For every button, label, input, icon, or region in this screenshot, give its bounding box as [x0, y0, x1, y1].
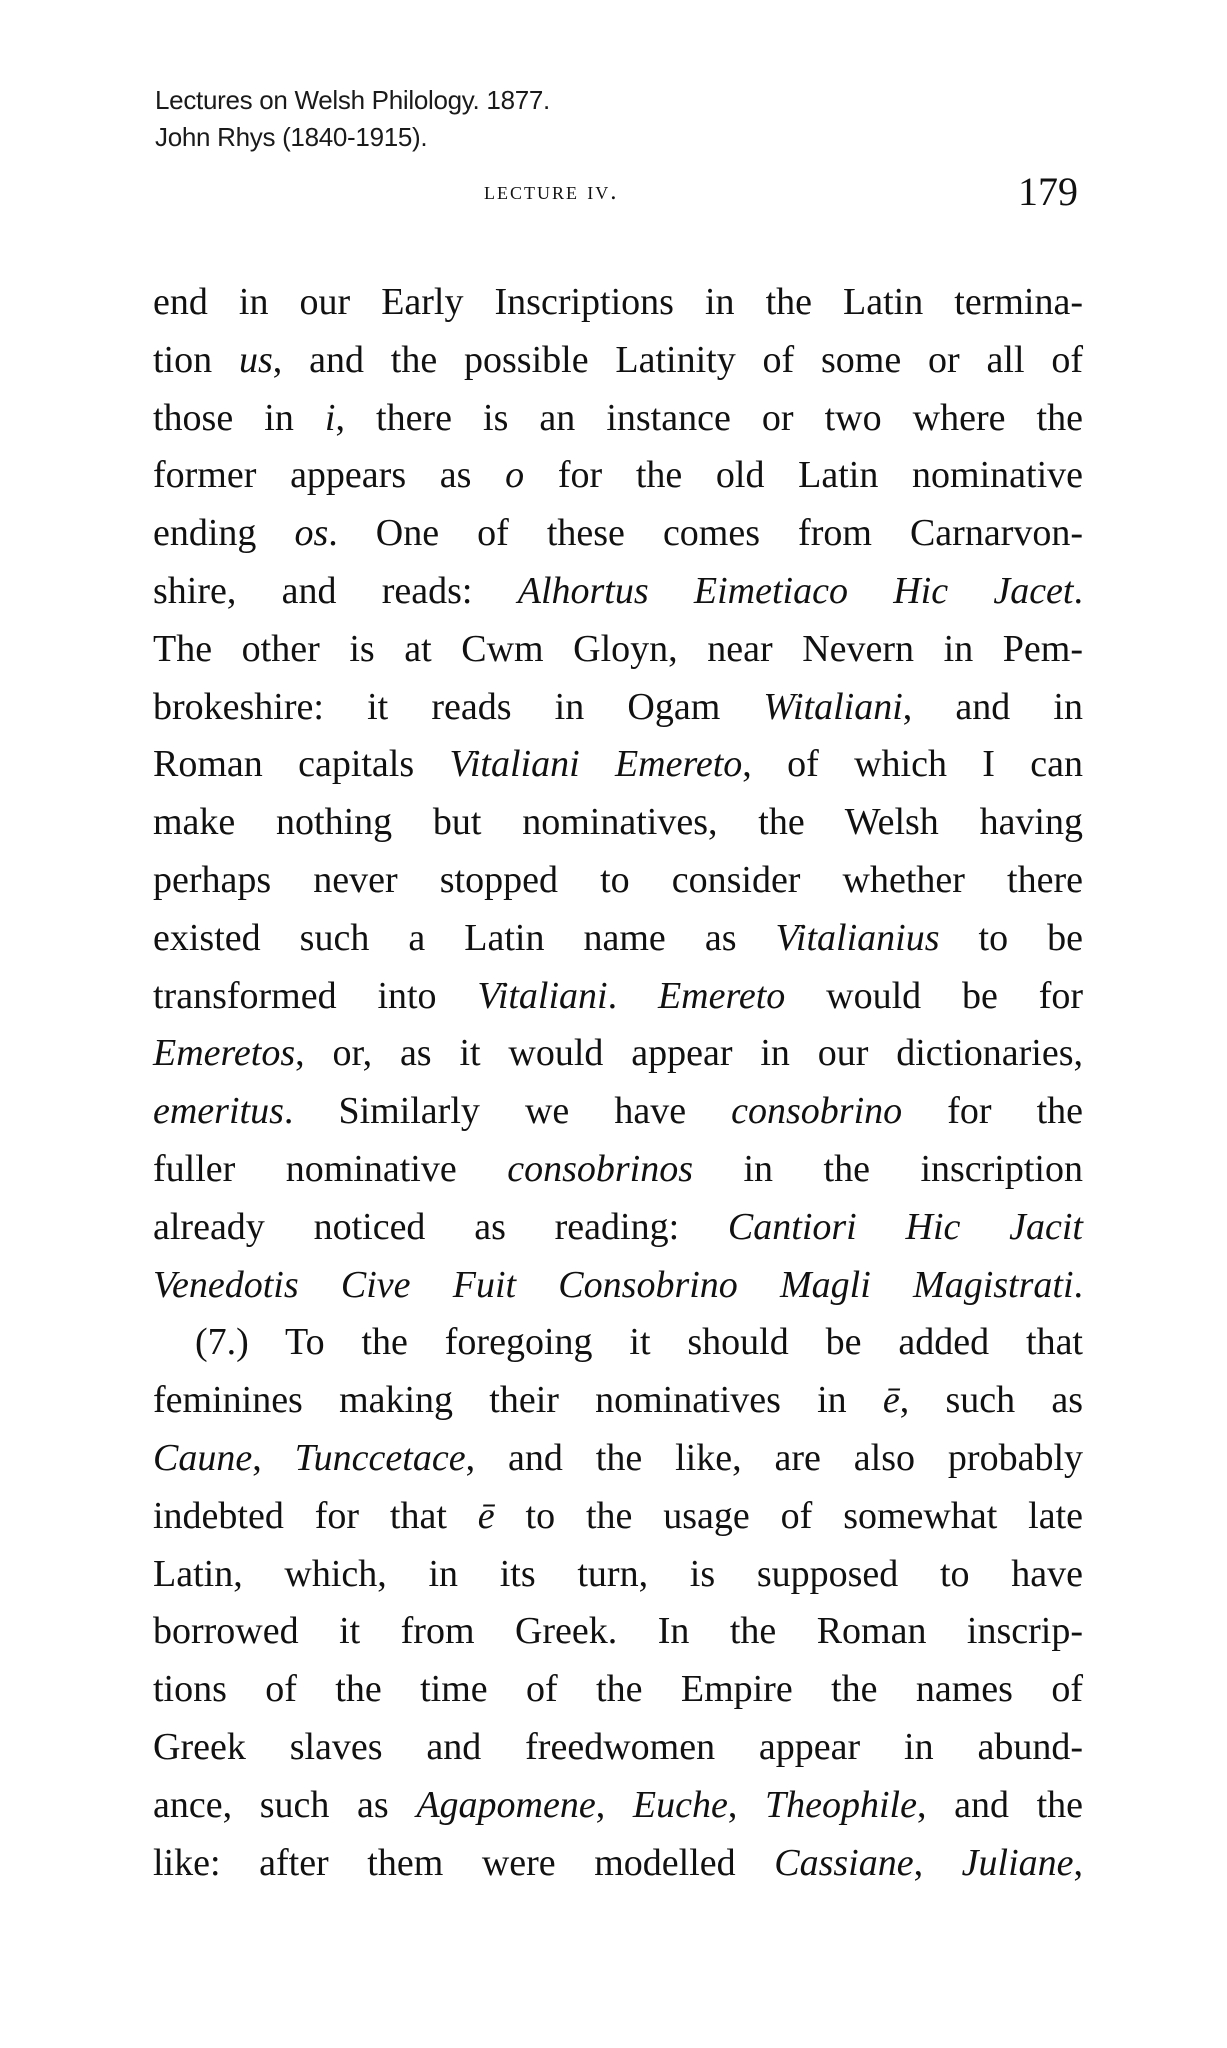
italic-text: Agapomene: [416, 1783, 596, 1826]
text-run: . One of these comes from Carnarvon-: [328, 512, 1083, 555]
text-line: [153, 1025, 1083, 1083]
italic-text: Cassiane: [774, 1841, 914, 1884]
text-run: , and the: [916, 1783, 1083, 1826]
text-line: [153, 447, 1083, 505]
text-line: [153, 852, 1083, 910]
text-run: , and the like, are also probably: [465, 1436, 1084, 1479]
italic-text: Venedotis Cive Fuit Consobrino Magli Magistrati: [153, 1263, 1074, 1306]
italic-text: Vitaliani: [477, 974, 608, 1017]
italic-text: Alhortus Eimetiaco Hic Jacet: [517, 569, 1074, 612]
text-line: [153, 1430, 1083, 1488]
italic-text: ē: [882, 1379, 900, 1422]
text-run: to the usage of somewhat late: [494, 1494, 1083, 1537]
italic-text: Theophile: [764, 1783, 917, 1826]
text-line: [153, 1257, 1083, 1315]
italic-text: Vitalianius: [775, 916, 940, 959]
italic-text: consobrinos: [507, 1147, 694, 1190]
text-line: [153, 1835, 1083, 1893]
text-run: ,: [913, 1841, 962, 1884]
text-run: Latin, which, in its turn, is supposed to have: [153, 1552, 1083, 1595]
text-run: end in our Early Inscriptions in the Latin termina-: [153, 281, 1083, 323]
text-line: [153, 968, 1083, 1026]
text-line: [153, 332, 1083, 390]
text-line: [153, 794, 1083, 852]
text-run: those in: [153, 396, 325, 439]
text-run: .: [1073, 569, 1083, 612]
text-run: ,: [595, 1783, 633, 1826]
text-run: ,: [252, 1436, 295, 1479]
text-run: ,: [727, 1783, 765, 1826]
text-run: former appears as: [153, 454, 506, 497]
text-run: , or, as it would appear in our dictionaries,: [295, 1032, 1083, 1075]
text-line: [153, 1603, 1083, 1661]
text-run: ending: [153, 512, 295, 555]
italic-text: Cantiori Hic Jacit: [727, 1205, 1083, 1248]
italic-text: o: [505, 454, 525, 497]
text-line: [153, 1083, 1083, 1141]
text-run: , of which I can: [742, 743, 1083, 786]
text-line: [153, 679, 1083, 737]
text-line: [153, 505, 1083, 563]
text-run: already noticed as reading:: [153, 1205, 728, 1248]
text-run: tions of the time of the Empire the names of: [153, 1668, 1083, 1711]
running-head: lecture iv.: [484, 178, 619, 205]
text-run: for the old Latin nominative: [524, 454, 1083, 497]
body-text: [153, 274, 1083, 1892]
text-run: Greek slaves and freedwomen appear in abund-: [153, 1725, 1083, 1768]
text-line: [153, 390, 1083, 448]
text-line: [153, 1488, 1083, 1546]
text-line: [153, 563, 1083, 621]
italic-text: Vitaliani Emereto: [449, 743, 743, 786]
text-line: [153, 1199, 1083, 1257]
text-line: [153, 736, 1083, 794]
text-run: , and the possible Latinity of some or all of: [272, 338, 1084, 381]
italic-text: os: [294, 512, 329, 555]
text-line: [153, 1314, 1083, 1372]
text-run: for the: [902, 1090, 1084, 1133]
text-run: borrowed it from Greek. In the Roman inscrip-: [153, 1610, 1083, 1653]
text-run: in the inscription: [693, 1147, 1083, 1190]
text-run: The other is at Cwm Gloyn, near Nevern in Pem-: [153, 627, 1083, 670]
text-run: , there is an instance or two where the: [335, 396, 1083, 439]
text-run: shire, and reads:: [153, 569, 518, 612]
text-run: ance, such as: [153, 1783, 417, 1826]
text-run: tion: [153, 338, 239, 381]
text-run: to be: [939, 916, 1083, 959]
italic-text: consobrino: [731, 1090, 903, 1133]
text-run: feminines making their nominatives in: [153, 1379, 883, 1422]
italic-text: emeritus: [153, 1090, 284, 1133]
watermark-author: John Rhys (1840-1915).: [155, 122, 428, 152]
text-run: .: [607, 974, 658, 1017]
text-run: transformed into: [153, 974, 478, 1017]
text-run: brokeshire: it reads in Ogam: [153, 685, 764, 728]
text-run: would be for: [785, 974, 1084, 1017]
text-line: [153, 1141, 1083, 1199]
text-line: [153, 1777, 1083, 1835]
text-run: ,: [1073, 1841, 1084, 1884]
italic-text: Euche: [632, 1783, 728, 1826]
text-run: indebted for that: [153, 1494, 478, 1537]
text-run: Roman capitals: [153, 743, 450, 786]
text-run: like: after them were modelled: [153, 1841, 775, 1884]
text-line: [153, 1661, 1083, 1719]
text-line: [153, 274, 1083, 332]
italic-text: Caune: [153, 1436, 253, 1479]
text-line: [153, 1546, 1083, 1604]
text-run: . Similarly we have: [283, 1090, 732, 1133]
text-run: perhaps never stopped to consider whether there: [153, 858, 1083, 901]
italic-text: Emereto: [657, 974, 786, 1017]
text-run: , and in: [902, 685, 1083, 728]
text-run: existed such a Latin name as: [153, 916, 776, 959]
italic-text: ē: [477, 1494, 495, 1537]
page-number: 179: [1018, 169, 1078, 214]
text-line: [153, 1719, 1083, 1777]
italic-text: Witaliani: [763, 685, 903, 728]
watermark-title: Lectures on Welsh Philology. 1877.: [155, 85, 550, 115]
text-run: , such as: [899, 1379, 1083, 1422]
italic-text: Emeretos: [153, 1032, 296, 1075]
italic-text: i: [324, 396, 336, 439]
italic-text: us: [238, 338, 273, 381]
text-run: fuller nominative: [153, 1147, 508, 1190]
italic-text: Tunccetace: [294, 1436, 466, 1479]
text-run: make nothing but nominatives, the Welsh having: [153, 801, 1083, 844]
text-run: (7.) To the foregoing it should be added that: [195, 1321, 1083, 1364]
italic-text: Juliane: [961, 1841, 1074, 1884]
text-run: .: [1073, 1263, 1083, 1306]
text-line: [153, 1372, 1083, 1430]
text-line: [153, 621, 1083, 679]
text-line: [153, 910, 1083, 968]
